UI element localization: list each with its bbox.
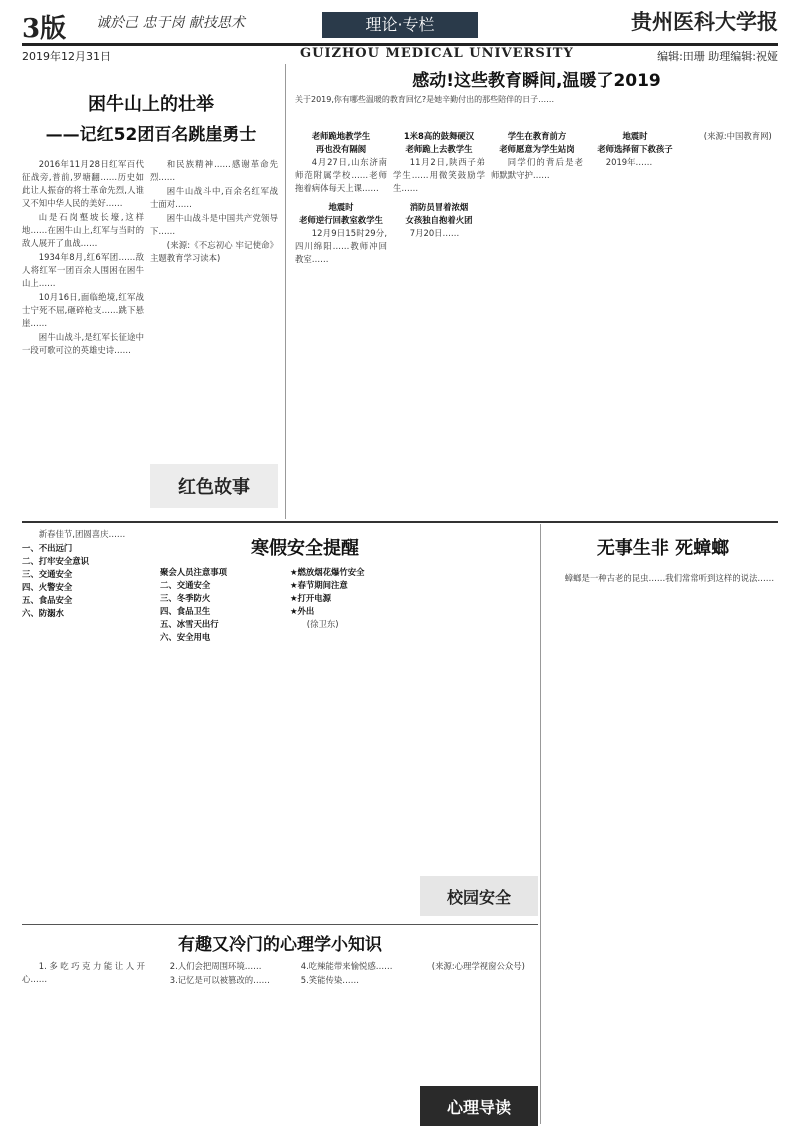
feature-title: 感动!这些教育瞬间,温暖了2019 [412, 71, 661, 88]
university-name: GUIZHOU MEDICAL UNIVERSITY [300, 46, 574, 61]
section-rubric: 理论·专栏 [322, 12, 478, 38]
psych-guide-badge: 心理导读 [420, 1086, 538, 1126]
section-divider [22, 521, 778, 523]
issue-date: 2019年12月31日 [22, 50, 111, 63]
winter-safety-title: 寒假安全提醒 [251, 538, 359, 559]
psych-title: 有趣又冷门的心理学小知识 [178, 935, 382, 954]
feature-column-3: 学生在教育前方 老师愿意为学生站岗 同学们的背后是老师默默守护…… [491, 131, 583, 180]
psych-article: 1.多吃巧克力能让人开心…… 2.人们会把周围环境…… 3.记忆是可以被篡改的…… 4.吃辣能带来愉悦感…… 5.笑能传染…… (来源:心理学视窗公众号) [22, 961, 525, 985]
feature-column-4: 地震时 老师选择留下救孩子 2019年…… [597, 131, 673, 167]
rumor-article: 蟑螂是一种古老的昆虫……我们常常听到这样的说法…… [564, 573, 775, 583]
left-story-column-1: 2016年11月28日红军百代征战旁,普前,罗塘翻……历史如此让人振奋的将士革命先烈,人谁又不知中华人民的美好…… 山是石岗壑坡长壕,这样地……在困牛山上,红军与当时的敌人展开了血战…… 1934年8月,红6军团……敌人将红军一团百余人围困在困牛山上…… 10月16日,面临绝境,红军战士宁死不屈,砸碎枪支……跳下悬崖…… 困牛山战斗,是红军长征途中一段可歌可泣的英雄史诗…… [22, 159, 144, 355]
column-divider [285, 64, 286, 519]
editors-line: 编辑:田珊 助理编辑:祝娅 [657, 50, 778, 63]
feature-column-5: (来源:中国教育网) [703, 131, 772, 141]
winter-column-2: 聚会人员注意事项 二、交通安全 三、冬季防火 四、食品卫生 五、冰雪天出行 六、安全用电 [160, 567, 227, 642]
feature-column-2: 1米8高的鼓舞硬汉 老师跪上去教学生 11月2日,陕西子弟学生……用微笑鼓励学生…… 消防员冒着浓烟 女孩独自抱着火团 7月20日…… [393, 131, 485, 238]
rumor-title: 无事生非 死蟑螂 [596, 538, 730, 559]
winter-column-3: ★燃放烟花爆竹安全 ★春节期间注意 ★打开电源 ★外出 (徐卫东) [290, 567, 365, 629]
feature-intro: 关于2019,你有哪些温暖的教育回忆?是她辛勤付出的那些陪伴的日子…… [295, 95, 555, 104]
section-divider [22, 924, 538, 925]
page-number: 3版 [22, 14, 67, 44]
left-story-column-2: 和民族精神……感谢革命先烈…… 困牛山战斗中,百余名红军战士面对…… 困牛山战斗是中国共产党领导下…… (来源:《不忘初心 牢记使命》主题教育学习读本) [150, 159, 278, 263]
masthead: 贵州医科大学报 [631, 9, 778, 34]
feature-column-1: 老师跪地教学生 再也没有隔阂 4月27日,山东济南师范附属学校……老师拖着病体每天上课…… 地震时 老师逆行回教室救学生 12月9日15时29分,四川绵阳……教师冲回教室…… [295, 131, 387, 264]
page-header [0, 0, 800, 62]
column-divider [540, 524, 541, 1124]
banner-slogan: 诚於己 忠于岗 献技思术 [96, 15, 245, 31]
campus-safety-badge: 校园安全 [420, 876, 538, 916]
red-story-badge: 红色故事 [150, 464, 278, 508]
left-story-title: 困牛山上的壮举 ——记红52团百名跳崖勇士 [45, 94, 257, 145]
winter-column-1: 新春佳节,团圆喜庆…… 一、不出远门 二、打牢安全意识 三、交通安全 四、火警安全 五、食品安全 六、防溺水 [22, 529, 126, 618]
